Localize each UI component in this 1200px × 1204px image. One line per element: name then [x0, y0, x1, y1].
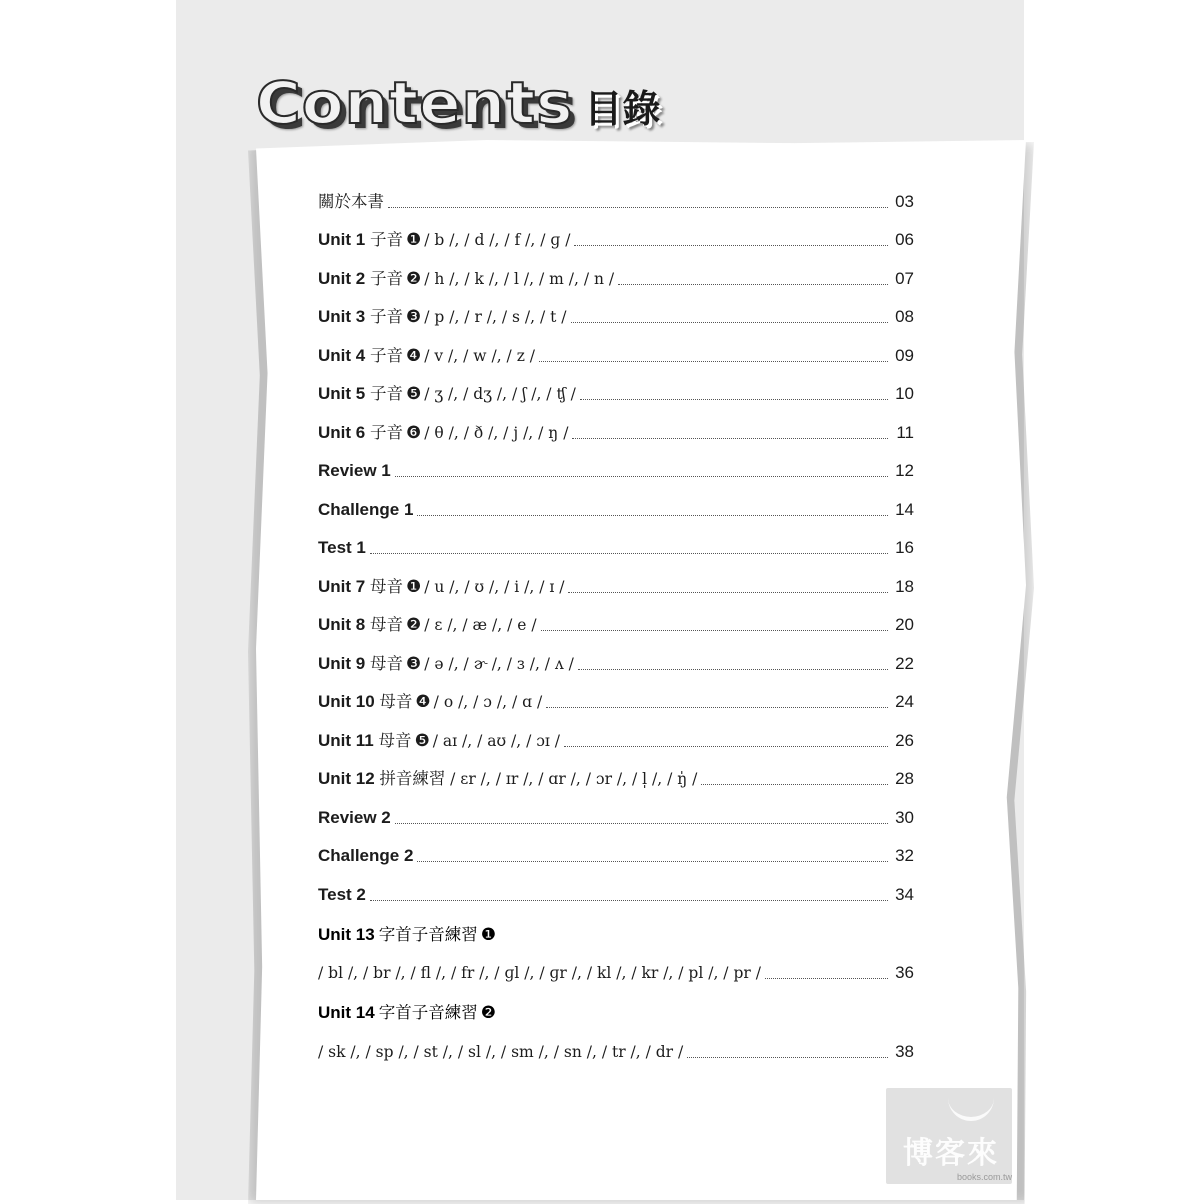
toc-entry-challenge-1[interactable] — [318, 481, 914, 520]
toc-entry-review-1[interactable] — [318, 443, 914, 482]
dot-leader — [539, 360, 888, 362]
page-number: 20 — [895, 615, 914, 634]
phonetic-symbols: / b /, / d /, / f /, / ɡ / — [424, 231, 571, 249]
page-number: 26 — [895, 730, 914, 750]
dot-leader — [564, 745, 888, 747]
page-number: 24 — [895, 692, 914, 711]
entry-label: Challenge 2 — [318, 846, 414, 865]
page-number: 36 — [895, 963, 914, 982]
dot-leader — [574, 244, 888, 246]
unit-type: 母音 — [379, 692, 413, 711]
page-number: 11 — [896, 422, 914, 442]
unit-label: Unit 1 — [318, 230, 366, 249]
unit-type: 子音 — [369, 422, 403, 442]
title-english: Contents — [256, 69, 574, 137]
dot-leader — [578, 668, 888, 670]
page-number: 22 — [895, 653, 914, 673]
circled-number: ❸ — [405, 307, 422, 327]
toc-heading-unit-13[interactable] — [318, 905, 914, 945]
dot-leader — [417, 514, 888, 516]
page-number: 07 — [895, 268, 914, 288]
page-number: 03 — [895, 191, 914, 211]
unit-label: Unit 5 — [318, 384, 366, 403]
dot-leader — [701, 783, 888, 785]
circled-number: ❷ — [480, 1003, 496, 1023]
page-number: 32 — [895, 846, 914, 865]
unit-type: 母音 — [378, 730, 412, 750]
circled-number: ❺ — [405, 384, 422, 404]
unit-type: 子音 — [369, 384, 403, 403]
circled-number: ❷ — [405, 268, 422, 289]
toc-heading-unit-14[interactable] — [318, 983, 914, 1023]
unit-label: Unit 9 — [318, 653, 366, 673]
page-number: 14 — [895, 499, 914, 519]
entry-label: Review 2 — [318, 807, 391, 827]
dot-leader — [541, 629, 888, 631]
dot-leader — [765, 977, 888, 979]
toc-entry-unit-2[interactable] — [318, 250, 914, 289]
phonetic-symbols: / ɛr /, / ɪr /, / ɑr /, / ɔr /, / l̩ /, / ŋ̍ / — [450, 770, 698, 788]
toc-entry-unit-11[interactable] — [318, 712, 914, 751]
page-number: 38 — [895, 1041, 914, 1061]
toc-entry-unit-4[interactable] — [318, 327, 914, 366]
dot-leader — [388, 206, 888, 208]
dot-leader — [572, 437, 888, 439]
dot-leader — [618, 283, 888, 285]
dot-leader — [568, 591, 888, 593]
circled-number: ❻ — [405, 422, 422, 443]
unit-type: 字首子音練習 — [378, 924, 478, 944]
dot-leader — [546, 706, 888, 708]
toc-entry-unit-7[interactable] — [318, 558, 914, 597]
title-chinese: 目錄 — [584, 87, 661, 131]
toc-entry-test-2[interactable] — [318, 866, 914, 905]
toc-entry-unit-13-sounds[interactable] — [318, 945, 914, 984]
dot-leader — [687, 1056, 888, 1058]
page-number: 09 — [895, 345, 914, 365]
unit-type: 子音 — [369, 268, 403, 288]
entry-label: Test 2 — [318, 884, 366, 904]
page-title — [256, 52, 661, 137]
toc-entry-unit-5[interactable] — [318, 366, 914, 405]
phonetic-symbols: / θ /, / ð /, / j /, / ŋ / — [424, 423, 569, 442]
unit-label: Unit 13 — [318, 924, 375, 944]
unit-label: Unit 10 — [318, 692, 375, 711]
page-number: 12 — [895, 461, 914, 480]
unit-type: 母音 — [369, 653, 403, 673]
toc-entry-intro[interactable] — [318, 173, 914, 212]
toc-entry-unit-14-sounds[interactable] — [318, 1023, 914, 1062]
phonetic-symbols: / ʒ /, / dʒ /, / ʃ /, / ʧ / — [424, 385, 576, 403]
dot-leader — [395, 822, 888, 824]
phonetic-symbols: / h /, / k /, / l /, / m /, / n / — [424, 269, 615, 288]
toc-entry-unit-6[interactable] — [318, 404, 914, 443]
dot-leader — [580, 398, 888, 400]
unit-type: 子音 — [369, 230, 403, 249]
page-number: 10 — [895, 384, 914, 403]
watermark-text: 博客來 — [903, 1136, 999, 1171]
unit-label: Unit 12 — [318, 769, 375, 788]
phonetic-symbols: / v /, / w /, / z / — [424, 346, 536, 365]
unit-type: 母音 — [369, 615, 403, 634]
unit-label: Unit 6 — [318, 422, 366, 442]
entry-label: Test 1 — [318, 538, 366, 557]
page-number: 30 — [895, 807, 914, 827]
phonetic-symbols: / ə /, / ɚ /, / ɜ /, / ʌ / — [424, 654, 574, 673]
phonetic-symbols: / p /, / r /, / s /, / t / — [424, 308, 567, 326]
unit-label: Unit 14 — [318, 1003, 375, 1022]
circled-number: ❹ — [415, 692, 431, 712]
circled-number: ❸ — [405, 653, 422, 674]
unit-label: Unit 4 — [318, 345, 366, 365]
circled-number: ❺ — [414, 730, 430, 751]
dot-leader — [571, 321, 889, 323]
unit-label: Unit 8 — [318, 615, 366, 634]
dot-leader — [370, 552, 888, 554]
phonetic-symbols: / sk /, / sp /, / st /, / sl /, / sm /, / sn /, / tr /, / dr / — [318, 1042, 684, 1061]
circled-number: ❶ — [405, 230, 422, 250]
dot-leader — [370, 899, 888, 901]
page-number: 06 — [895, 230, 914, 249]
watermark-url: books.com.tw — [956, 1172, 1012, 1182]
unit-type: 母音 — [369, 576, 403, 596]
toc-entry-review-2[interactable] — [318, 789, 914, 828]
unit-label: Unit 11 — [318, 730, 374, 750]
toc-entry-unit-12[interactable] — [318, 751, 914, 790]
toc-entry-unit-3[interactable] — [318, 289, 914, 328]
entry-label: 關於本書 — [318, 191, 384, 211]
toc-entry-challenge-2[interactable] — [318, 828, 914, 867]
phonetic-symbols: / bl /, / br /, / fl /, / fr /, / ɡl /, / ɡr /, / kl /, / kr /, / pl /, / pr / — [318, 964, 761, 982]
phonetic-symbols: / o /, / ɔ /, / ɑ / — [433, 693, 543, 711]
unit-label: Unit 2 — [318, 268, 366, 288]
toc-entry-test-1[interactable] — [318, 520, 914, 559]
toc-entry-unit-9[interactable] — [318, 635, 914, 674]
page-number: 18 — [895, 576, 914, 596]
page-number: 34 — [895, 884, 914, 904]
page-number: 28 — [895, 769, 914, 788]
phonetic-symbols: / u /, / ʊ /, / i /, / ɪ / — [424, 577, 565, 596]
unit-type: 字首子音練習 — [378, 1003, 478, 1022]
circled-number: ❹ — [405, 345, 422, 366]
toc-entry-unit-1[interactable] — [318, 212, 914, 251]
circled-number: ❶ — [480, 924, 496, 945]
circled-number: ❷ — [405, 615, 422, 635]
phonetic-symbols: / aɪ /, / aʊ /, / ɔɪ / — [432, 731, 561, 750]
page-number: 08 — [895, 307, 914, 326]
entry-label: Review 1 — [318, 461, 391, 480]
circled-number: ❶ — [405, 576, 422, 597]
unit-label: Unit 7 — [318, 576, 366, 596]
unit-label: Unit 3 — [318, 307, 366, 326]
entry-label: Challenge 1 — [318, 499, 414, 519]
dot-leader — [395, 475, 888, 477]
table-of-contents — [318, 173, 914, 1062]
page-number: 16 — [895, 538, 914, 557]
dot-leader — [417, 860, 888, 862]
toc-entry-unit-10[interactable] — [318, 674, 914, 713]
unit-type: 拼音練習 — [379, 769, 446, 788]
unit-type: 子音 — [369, 307, 403, 326]
toc-entry-unit-8[interactable] — [318, 597, 914, 636]
unit-type: 子音 — [369, 345, 403, 365]
phonetic-symbols: / ɛ /, / æ /, / e / — [424, 616, 537, 634]
